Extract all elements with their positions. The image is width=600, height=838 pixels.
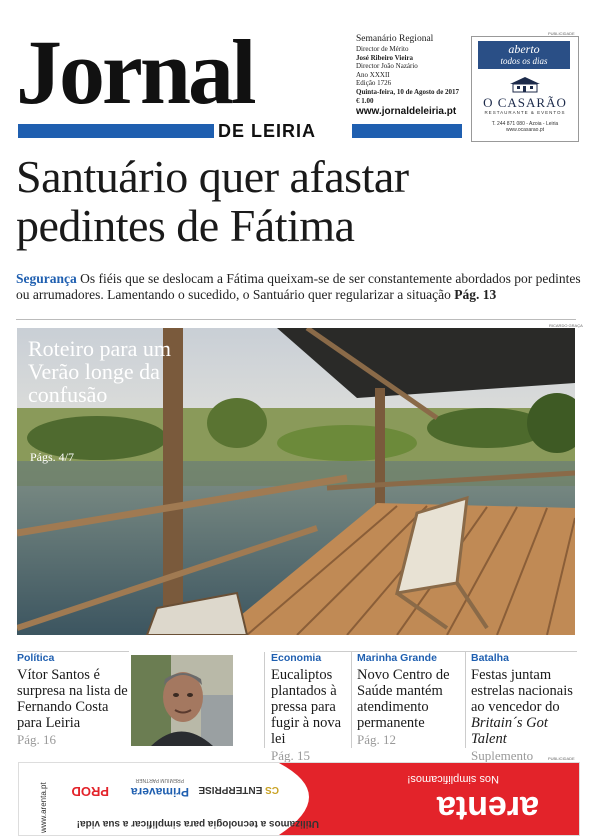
column-divider xyxy=(465,652,466,748)
masthead-info xyxy=(356,34,471,105)
ad-partner2: Primavera xyxy=(130,785,189,799)
lead-text: Os fiéis que se deslocam a Fátima queixam-se de ser constantemente abordados por pedintes ou arrumadores. Lamentando o sucedido, o Santuário quer regularizar a situação xyxy=(16,271,581,302)
column-divider xyxy=(351,652,352,748)
ad-phone: T. 244 871 080 - Azoia - Leiria xyxy=(491,121,559,127)
masthead-url[interactable]: www.jornaldeleiria.pt xyxy=(356,106,457,117)
ad-tagline: Nos simplificamos! xyxy=(407,773,499,785)
ad-partner3-name: ENTERPRISE xyxy=(198,784,263,795)
news-item-marinha-grande[interactable] xyxy=(357,652,467,748)
ad-partner2-sub: PREMIUM PARTNER xyxy=(135,777,184,783)
ad-slogan-box xyxy=(478,41,570,69)
lead-kicker: Segurança xyxy=(16,271,77,286)
news-category: Marinha Grande xyxy=(357,652,437,664)
bottom-advertisement[interactable] xyxy=(18,762,580,836)
news-title-text: Festas juntam estrelas nacionais ao vencedor do xyxy=(471,667,573,715)
headline-line2: pedintes de Fátima xyxy=(16,200,355,251)
house-icon xyxy=(508,75,542,93)
info-price: € 1.00 xyxy=(356,96,374,105)
ad-web: www.ocasarao.pt xyxy=(505,127,545,133)
ad-partner3-pre: CS xyxy=(265,784,279,795)
news-title-emphasis: Britain´s Got Talent xyxy=(471,715,548,747)
info-date: Quinta-feira, 10 de Agosto de 2017 xyxy=(356,87,460,96)
masthead-bar-left xyxy=(18,124,214,138)
ad-slogan-line1: aberto xyxy=(508,42,540,56)
masthead-logo: Jornal xyxy=(16,21,254,123)
man-portrait-image xyxy=(131,655,233,746)
news-page: Pág. 16 xyxy=(17,732,56,747)
news-title xyxy=(471,667,581,747)
news-page: Pág. 15 xyxy=(271,748,310,763)
column-divider xyxy=(264,652,265,748)
ad-slogan-line2: todos os dias xyxy=(500,56,548,66)
lead-page: Pág. 13 xyxy=(454,287,497,302)
news-item-politica[interactable] xyxy=(17,652,129,748)
ad-contact xyxy=(472,121,578,133)
news-title: Vítor Santos é surpresa na lista de Fernando Costa para Leiria xyxy=(17,667,128,731)
portrait-photo xyxy=(131,655,233,746)
info-director: Director João Nazário xyxy=(356,62,418,71)
ad-name: O CASARÃO xyxy=(483,95,567,110)
news-category: Economia xyxy=(271,652,322,664)
photo-pages: Págs. 4/7 xyxy=(30,450,75,464)
info-ano: Ano XXXII xyxy=(356,70,390,79)
news-category: Batalha xyxy=(471,652,509,664)
photo-credit: RICARDO GRAÇA xyxy=(549,323,583,328)
info-type: Semanário Regional xyxy=(356,34,434,44)
main-headline[interactable] xyxy=(16,152,586,250)
ad-brand: arenta xyxy=(436,789,539,827)
ad-partner3 xyxy=(198,784,279,795)
info-director-merito-label: Director de Mérito xyxy=(356,45,409,53)
info-edicao: Edição 1726 xyxy=(356,79,392,88)
masthead-subtitle: DE LEIRIA xyxy=(218,121,317,141)
news-category: Política xyxy=(17,652,55,664)
masthead-bar-right xyxy=(352,124,462,138)
info-director-merito: José Ribeiro Vieira xyxy=(356,53,414,62)
top-advertisement[interactable] xyxy=(471,36,579,142)
photo-caption[interactable]: Roteiro para um Verão longe da confusão xyxy=(28,336,171,407)
news-title: Novo Centro de Saúde mantém atendimento permanente xyxy=(357,667,450,731)
headline-line1: Santuário quer afastar xyxy=(16,151,409,202)
ad-slogan: Utilizamos a tecnologia para simplificar a sua vida! xyxy=(76,818,319,829)
bottom-ad-inner xyxy=(19,763,579,835)
ad-label: PUBLICIDADE xyxy=(548,31,575,36)
news-item-batalha[interactable] xyxy=(471,652,581,764)
news-title: Eucaliptos plantados à pressa para fugir à nova lei xyxy=(271,667,342,747)
news-item-economia[interactable] xyxy=(271,652,355,764)
divider xyxy=(16,319,576,320)
lead-paragraph xyxy=(16,271,584,303)
bottom-ad-label: PUBLICIDADE xyxy=(548,756,575,761)
news-page: Pág. 12 xyxy=(357,732,396,747)
ad-partner1: PROD xyxy=(71,784,109,799)
news-page: Suplemento xyxy=(471,748,534,763)
ad-subtitle: RESTAURANTE & EVENTOS xyxy=(484,110,566,115)
ad-url: www.arenta.pt xyxy=(39,782,48,833)
